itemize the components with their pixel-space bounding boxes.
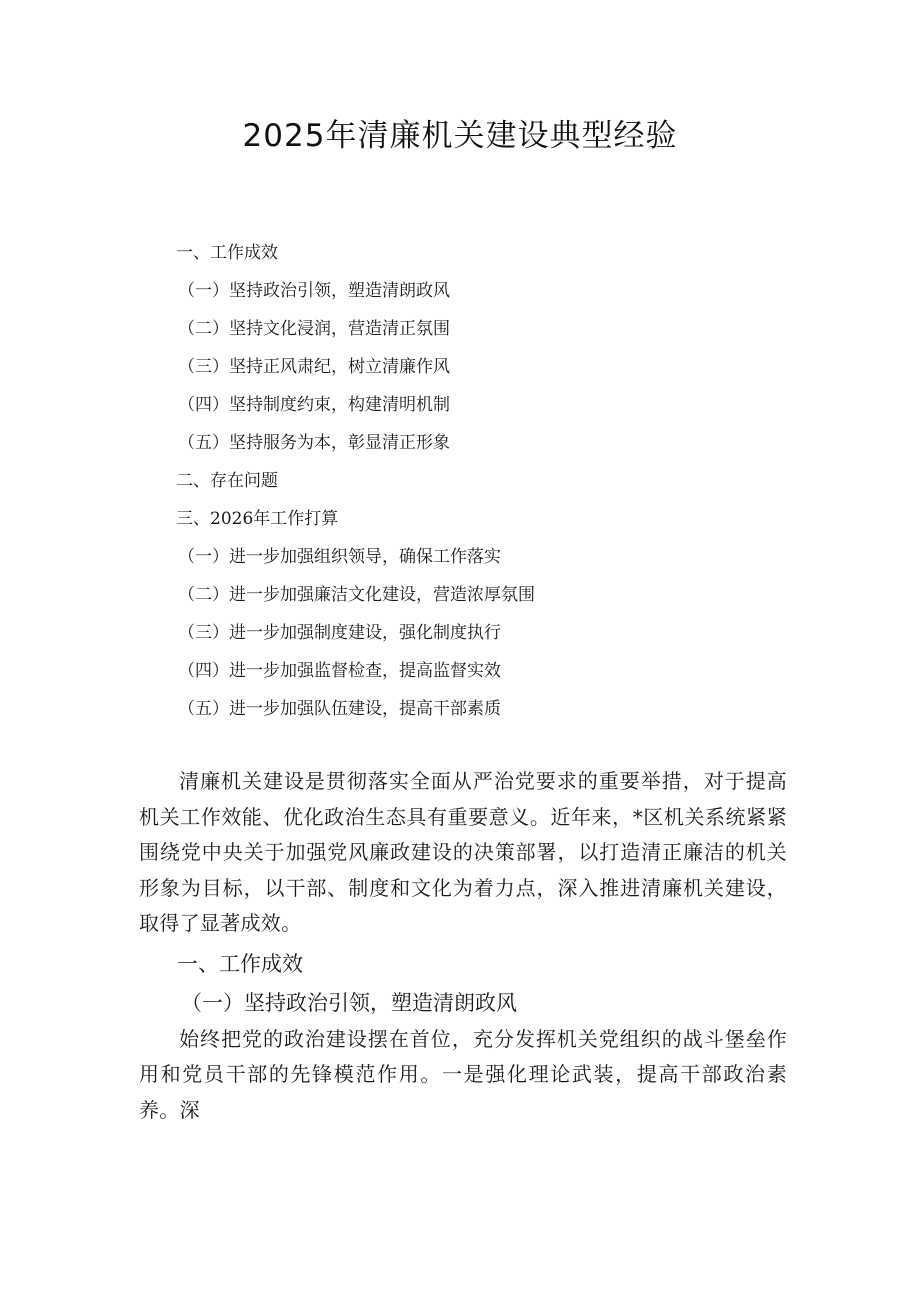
subsection-heading: （一）坚持政治引领，塑造清朗政风 — [181, 990, 517, 1015]
intro-paragraph: 清廉机关建设是贯彻落实全面从严治党要求的重要举措，对于提高机关工作效能、优化政治生态具有重要意义。近年来，*区机关系统紧紧围绕党中央关于加强党风廉政建设的决策部署，以打造清正廉洁的机关形象为目标，以干部、制度和文化为着力点，深入推进清廉机关建设，取得了显著成效。 — [139, 769, 787, 935]
toc-item: （二）坚持文化浸润，营造清正氛围 — [178, 319, 450, 339]
toc-item: （四）进一步加强监督检查，提高监督实效 — [178, 661, 501, 681]
toc-item: （五）进一步加强队伍建设，提高干部素质 — [178, 699, 501, 719]
toc-item: （一）坚持政治引领，塑造清朗政风 — [178, 281, 450, 301]
table-of-contents — [176, 238, 796, 732]
toc-item: （二）进一步加强廉洁文化建设，营造浓厚氛围 — [178, 585, 535, 605]
toc-item: （三）坚持正风肃纪，树立清廉作风 — [178, 357, 450, 377]
document-body — [139, 764, 787, 1128]
toc-item: 三、2026年工作打算 — [176, 509, 339, 529]
toc-item: （一）进一步加强组织领导，确保工作落实 — [178, 547, 501, 567]
body-paragraph: 始终把党的政治建设摆在首位，充分发挥机关党组织的战斗堡垒作用和党员干部的先锋模范作用。一是强化理论武装，提高干部政治素养。深 — [139, 1026, 787, 1122]
section-heading: 一、工作成效 — [177, 951, 303, 976]
toc-item: （五）坚持服务为本，彰显清正形象 — [178, 433, 450, 453]
toc-item: （四）坚持制度约束，构建清明机制 — [178, 395, 450, 415]
toc-item: （三）进一步加强制度建设，强化制度执行 — [178, 623, 501, 643]
toc-item: 一、工作成效 — [176, 243, 278, 263]
document-title: 2025年清廉机关建设典型经验 — [242, 118, 678, 154]
toc-item: 二、存在问题 — [176, 471, 278, 491]
